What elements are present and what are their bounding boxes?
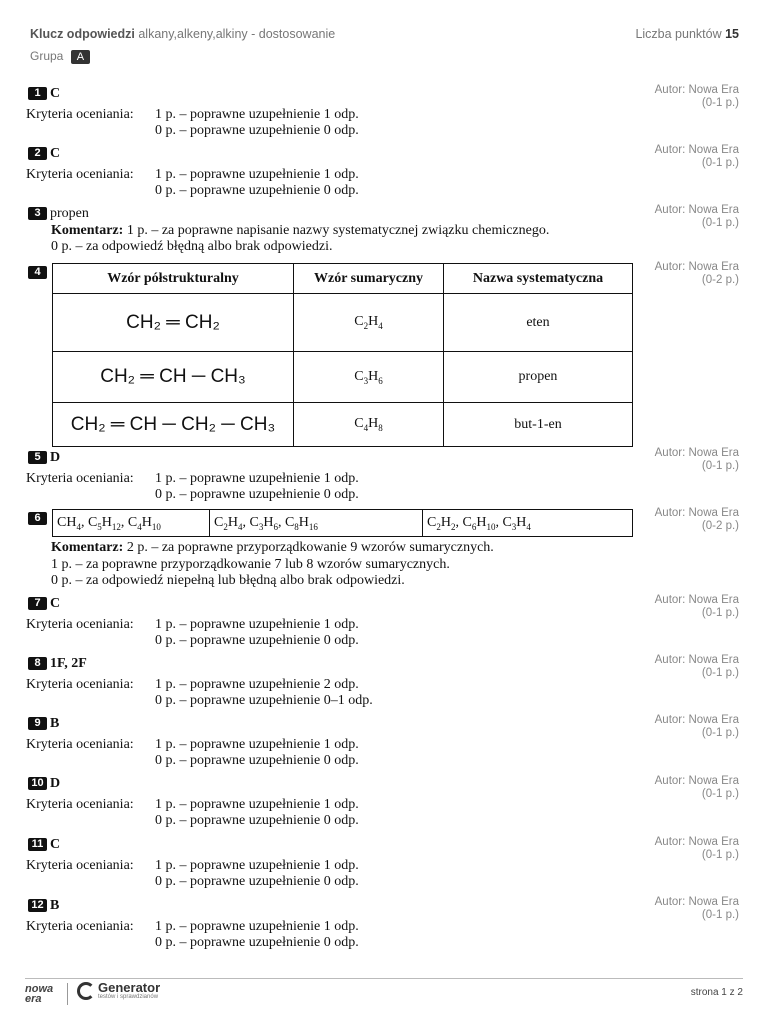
author-info: Autor: Nowa Era (0-2 p.) <box>654 261 739 286</box>
column-header: Wzór sumaryczny <box>294 264 444 294</box>
question-9 <box>26 716 756 770</box>
answer: C <box>50 837 61 852</box>
systematic-name: but-1-en <box>444 403 633 447</box>
question-5 <box>26 450 756 504</box>
author-info: Autor: Nowa Era (0-1 p.) <box>654 204 739 229</box>
molecular-formula: $C_3H_6$ <box>294 352 444 403</box>
criteria: Kryteria oceniania: 1 p. – poprawne uzupełnienie 1 odp. 0 p. – poprawne uzupełnienie 0 odp. <box>26 796 359 828</box>
systematic-name: propen <box>444 352 633 403</box>
question-number: 10 <box>28 777 47 790</box>
question-number: 8 <box>28 657 47 670</box>
author-info: Autor: Nowa Era (0-1 p.) <box>654 714 739 739</box>
author-info: Autor: Nowa Era (0-1 p.) <box>654 594 739 619</box>
answer: propen <box>50 206 89 221</box>
criteria: Kryteria oceniania: 1 p. – poprawne uzupełnienie 1 odp. 0 p. – poprawne uzupełnienie 0 odp. <box>26 918 359 950</box>
comment-line: 0 p. – za odpowiedź błędną albo brak odpowiedzi. <box>51 239 333 254</box>
nowa-era-logo: nowa era <box>25 983 54 1005</box>
group-badge: A <box>71 50 90 64</box>
criteria: Kryteria oceniania: 1 p. – poprawne uzupełnienie 1 odp. 0 p. – poprawne uzupełnienie 0 odp. <box>26 736 359 768</box>
question-number: 1 <box>28 87 47 100</box>
question-1 <box>26 86 756 140</box>
question-6-comment <box>26 540 756 590</box>
document-title: Klucz odpowiedzi alkany,alkeny,alkiny - dostosowanie <box>30 27 336 41</box>
page-number: strona 1 z 2 <box>690 987 743 998</box>
criteria: Kryteria oceniania: 1 p. – poprawne uzupełnienie 1 odp. 0 p. – poprawne uzupełnienie 0 odp. <box>26 616 359 648</box>
comment-line: 0 p. – za odpowiedź niepełną lub błędną albo brak odpowiedzi. <box>51 573 405 588</box>
criteria: Kryteria oceniania: 1 p. – poprawne uzupełnienie 1 odp. 0 p. – poprawne uzupełnienie 0 odp. <box>26 106 359 138</box>
molecular-formula: $C_2H_4$ <box>294 294 444 352</box>
footer-divider <box>25 978 743 979</box>
question-number: 7 <box>28 597 47 610</box>
points-total: Liczba punktów 15 <box>635 27 739 41</box>
question-number: 11 <box>28 838 47 851</box>
generator-subtitle: testów i sprawdzianów <box>98 994 159 1000</box>
column-header: Nazwa systematyczna <box>444 264 633 294</box>
systematic-name: eten <box>444 294 633 352</box>
answer: D <box>50 450 61 465</box>
group-cell: $C_2H_2$, $C_6H_{10}$, $C_3H_4$ <box>423 510 633 537</box>
header <box>30 27 739 41</box>
table-row <box>53 352 633 403</box>
structural-formula: CH₂ ═ CH ─ CH₂ ─ CH₃ <box>53 403 294 447</box>
table-row <box>53 403 633 447</box>
criteria: Kryteria oceniania: 1 p. – poprawne uzupełnienie 1 odp. 0 p. – poprawne uzupełnienie 0 odp. <box>26 166 359 198</box>
question-10 <box>26 776 756 830</box>
author-info: Autor: Nowa Era (0-1 p.) <box>654 896 739 921</box>
answer: B <box>50 716 60 731</box>
answer: C <box>50 146 61 161</box>
question-11 <box>26 837 756 891</box>
author-info: Autor: Nowa Era (0-2 p.) <box>654 507 739 532</box>
comment: Komentarz: 1 p. – za poprawne napisanie nazwy systematycznej związku chemicznego. <box>51 222 550 238</box>
question-12 <box>26 898 756 952</box>
formula-groups-table <box>52 509 633 537</box>
molecular-formula: $C_4H_8$ <box>294 403 444 447</box>
generator-g-icon <box>77 982 95 1000</box>
question-7 <box>26 596 756 650</box>
author-info: Autor: Nowa Era (0-1 p.) <box>654 836 739 861</box>
question-number: 9 <box>28 717 47 730</box>
author-info: Autor: Nowa Era (0-1 p.) <box>654 447 739 472</box>
question-3 <box>26 206 756 256</box>
criteria: Kryteria oceniania: 1 p. – poprawne uzupełnienie 1 odp. 0 p. – poprawne uzupełnienie 0 odp. <box>26 857 359 889</box>
question-number: 5 <box>28 451 47 464</box>
author-info: Autor: Nowa Era (0-1 p.) <box>654 775 739 800</box>
question-number: 12 <box>28 899 47 912</box>
structural-formula: CH₂ ═ CH ─ CH₃ <box>53 352 294 403</box>
group-cell: $CH_4$, $C_5H_{12}$, $C_4H_{10}$ <box>53 510 210 537</box>
answer: C <box>50 596 61 611</box>
question-number: 3 <box>28 207 47 220</box>
question-8 <box>26 656 756 710</box>
answer: D <box>50 776 61 791</box>
generator-name: Generator <box>98 980 161 995</box>
question-2 <box>26 146 756 200</box>
column-header: Wzór półstrukturalny <box>53 264 294 294</box>
group-cell: $C_2H_4$, $C_3H_6$, $C_8H_{16}$ <box>210 510 423 537</box>
answer: 1F, 2F <box>50 656 87 671</box>
question-number: 2 <box>28 147 47 160</box>
question-number: 4 <box>28 266 47 279</box>
table-row <box>53 510 633 537</box>
formula-table <box>52 263 633 447</box>
structural-formula: CH₂ ═ CH₂ <box>53 294 294 352</box>
criteria: Kryteria oceniania: 1 p. – poprawne uzupełnienie 1 odp. 0 p. – poprawne uzupełnienie 0 odp. <box>26 470 359 502</box>
table-row <box>53 294 633 352</box>
author-info: Autor: Nowa Era (0-1 p.) <box>654 654 739 679</box>
footer-separator <box>67 983 68 1005</box>
comment: Komentarz: 2 p. – za poprawne przyporządkowanie 9 wzorów sumarycznych. <box>51 540 494 555</box>
table-header-row <box>53 264 633 294</box>
comment-line: 1 p. – za poprawne przyporządkowanie 7 lub 8 wzorów sumarycznych. <box>51 556 450 572</box>
generator-logo <box>77 981 160 1001</box>
question-number: 6 <box>28 512 47 525</box>
group-indicator: Grupa A <box>30 49 90 64</box>
answer: C <box>50 86 61 101</box>
author-info: Autor: Nowa Era (0-1 p.) <box>654 84 739 109</box>
author-info: Autor: Nowa Era (0-1 p.) <box>654 144 739 169</box>
criteria: Kryteria oceniania: 1 p. – poprawne uzupełnienie 2 odp. 0 p. – poprawne uzupełnienie 0–1 odp. <box>26 676 373 708</box>
answer: B <box>50 898 60 913</box>
